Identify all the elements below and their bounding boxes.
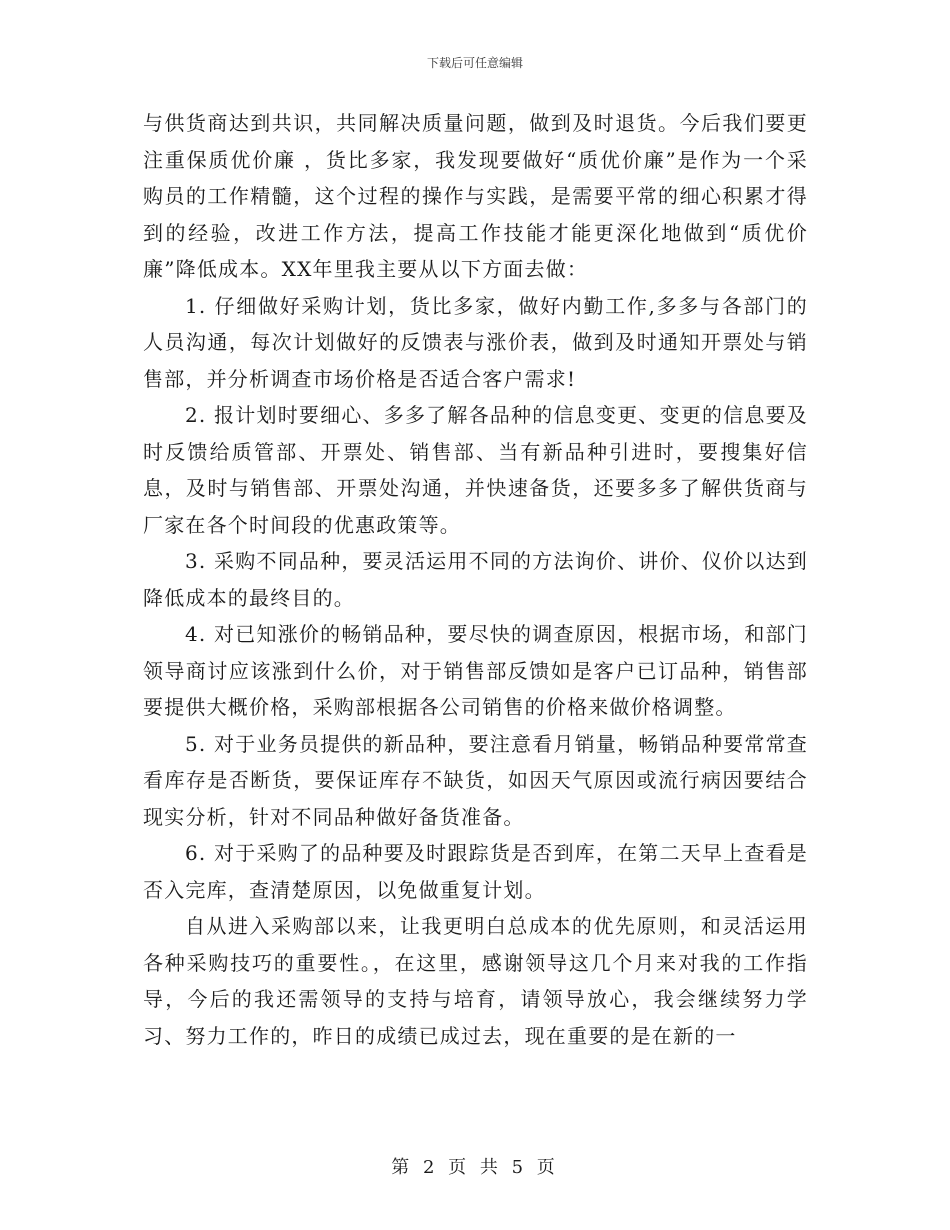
paragraph-intro: 与供货商达到共识，共同解决质量问题，做到及时退货。今后我们要更注重保质优价廉 ，货比多家，我发现要做好“质优价廉”是作为一个采购员的工作精髓，这个过程的操作与实践，是需要平常的细心积累才得到的经验，改进工作方法，提高工作技能才能更深化地做到“质优价廉”降低成本。XX年里我主要从以下方面去做：	[143, 111, 808, 281]
paragraph-conclusion: 自从进入采购部以来，让我更明白总成本的优先原则，和灵活运用各种采购技巧的重要性。，在这里，感谢领导这几个月来对我的工作指导，今后的我还需领导的支持与培育，请领导放心，我会继续努力学习、努力工作的，昨日的成绩已成过去，现在重要的是在新的一	[143, 914, 808, 1048]
paragraph-item-1: 1. 仔细做好采购计划，货比多家，做好内勤工作,多多与各部门的人员沟通，每次计划做好的反馈表与涨价表，做到及时通知开票处与销售部，并分析调查市场价格是否适合客户需求!	[143, 293, 808, 391]
document-body	[143, 105, 808, 1054]
paragraph-item-6: 6. 对于采购了的品种要及时跟踪货是否到库，在第二天早上查看是否入完库，查清楚原因，以免做重复计划。	[143, 841, 808, 902]
paragraph-item-2: 2. 报计划时要细心、多多了解各品种的信息变更、变更的信息要及时反馈给质管部、开票处、销售部、当有新品种引进时，要搜集好信息，及时与销售部、开票处沟通，并快速备货，还要多多了解供货商与厂家在各个时间段的优惠政策等。	[143, 403, 808, 537]
page-header: 下载后可任意编辑	[426, 56, 523, 70]
paragraph-item-5: 5. 对于业务员提供的新品种，要注意看月销量，畅销品种要常常查看库存是否断货，要保证库存不缺货，如因天气原因或流行病因要结合现实分析，针对不同品种做好备货准备。	[143, 731, 808, 829]
paragraph-item-3: 3. 采购不同品种，要灵活运用不同的方法询价、讲价、仪价以达到降低成本的最终目的。	[143, 549, 808, 610]
page-footer: 第 2 页 共 5 页	[391, 1157, 559, 1178]
paragraph-item-4: 4. 对已知涨价的畅销品种，要尽快的调查原因，根据市场，和部门领导商讨应该涨到什么价，对于销售部反馈如是客户已订品种，销售部要提供大概价格，采购部根据各公司销售的价格来做价格调整。	[143, 622, 808, 719]
